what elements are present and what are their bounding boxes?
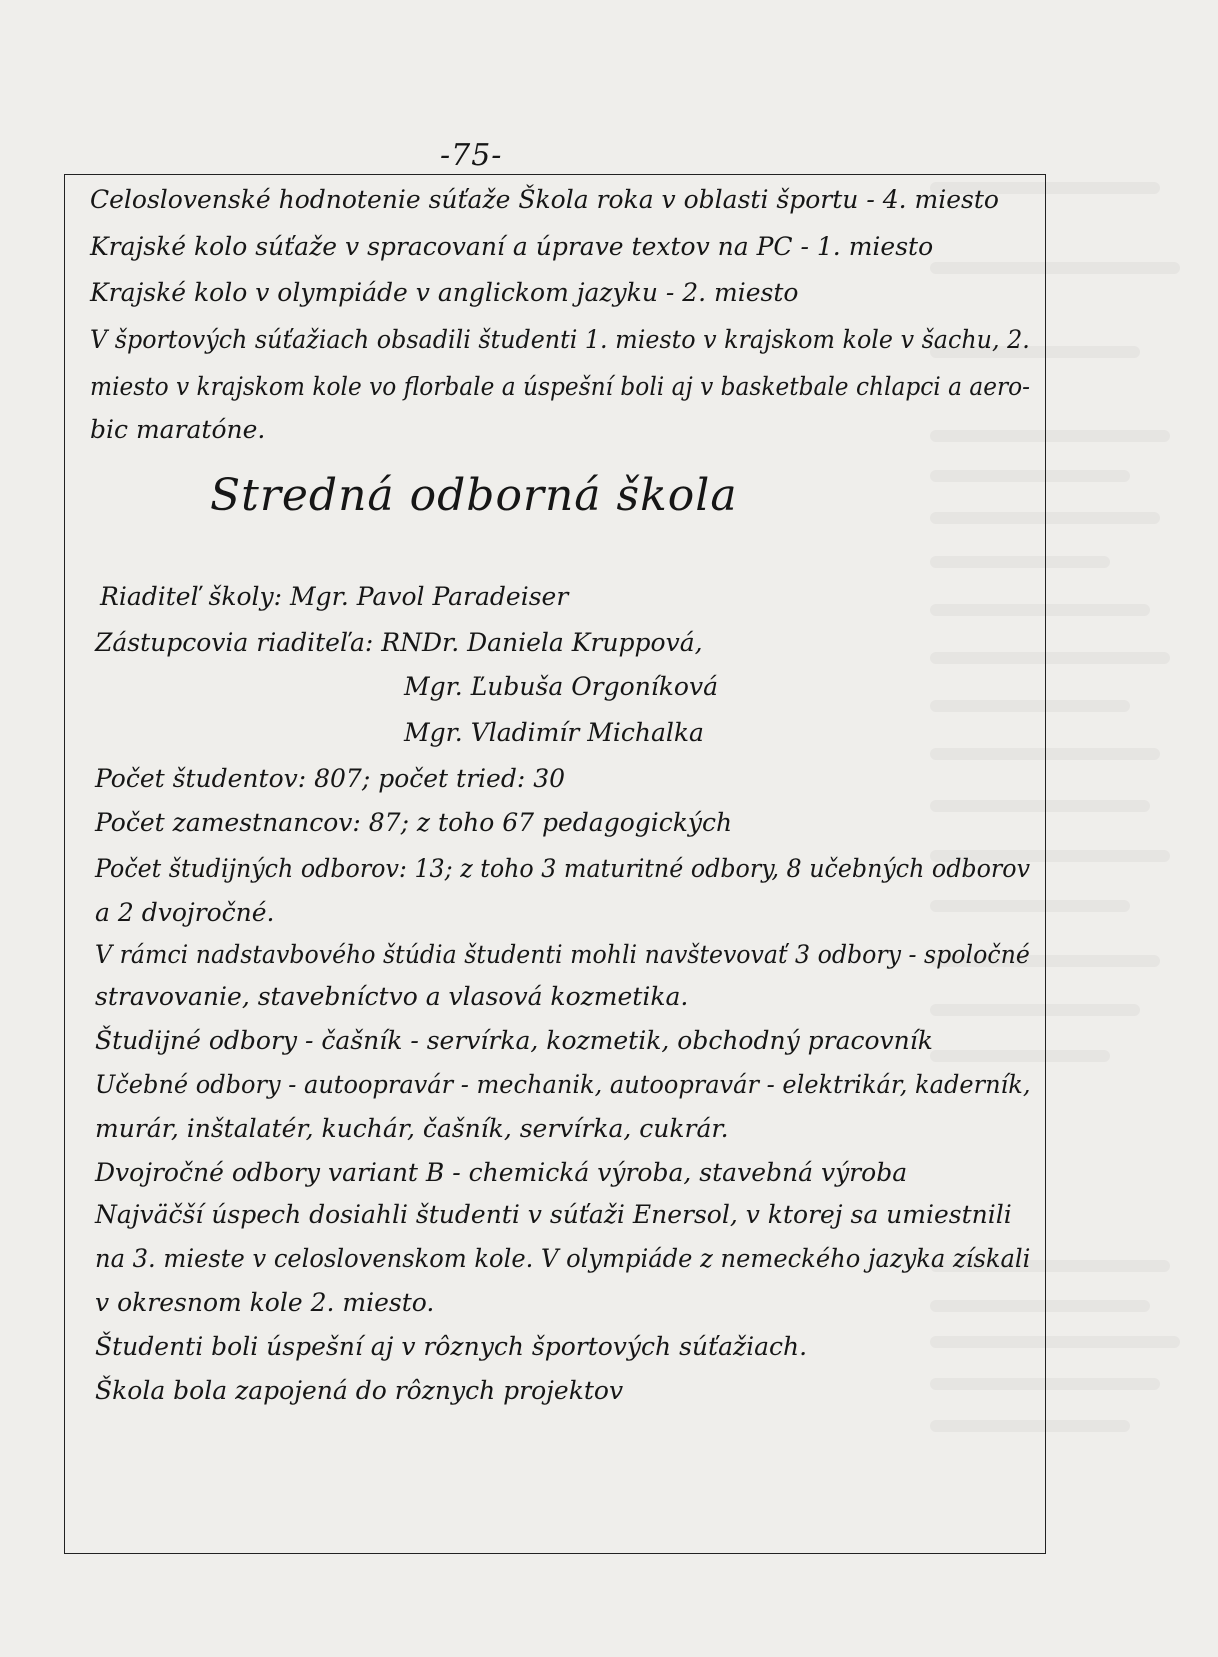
school-line: Študijné odbory - čašník - servírka, kozmetik, obchodný pracovník (95, 1026, 933, 1055)
school-line: Zástupcovia riaditeľa: RNDr. Daniela Kruppová, (95, 628, 703, 657)
achievement-line: miesto v krajskom kole vo florbale a úspešní boli aj v basketbale chlapci a aero- (90, 372, 1031, 401)
school-line: stravovanie, stavebníctvo a vlasová kozmetika. (95, 982, 689, 1011)
achievement-line: bic maratóne. (90, 415, 266, 444)
achievement-line: Celoslovenské hodnotenie súťaže Škola roka v oblasti športu - 4. miesto (90, 185, 999, 214)
school-line: Učebné odbory - autoopravár - mechanik, autoopravár - elektrikár, kaderník, (95, 1070, 1031, 1099)
achievement-line: Krajské kolo v olympiáde v anglickom jazyku - 2. miesto (90, 278, 799, 307)
school-line: Dvojročné odbory variant B - chemická výroba, stavebná výroba (95, 1158, 908, 1187)
school-line: Mgr. Ľubuša Orgoníková (404, 672, 719, 701)
school-line: Počet zamestnancov: 87; z toho 67 pedagogických (95, 808, 733, 837)
school-line: Počet študentov: 807; počet tried: 30 (95, 764, 566, 793)
school-line: Mgr. Vladimír Michalka (404, 718, 704, 747)
achievement-line: Krajské kolo súťaže v spracovaní a úprave textov na PC - 1. miesto (90, 232, 934, 261)
school-line: v okresnom kole 2. miesto. (95, 1288, 435, 1317)
school-line: na 3. mieste v celoslovenskom kole. V olympiáde z nemeckého jazyka získali (95, 1244, 1031, 1273)
school-line: a 2 dvojročné. (95, 898, 275, 927)
school-line: Študenti boli úspešní aj v rôznych športových súťažiach. (95, 1332, 808, 1361)
school-line: Počet študijných odborov: 13; z toho 3 maturitné odbory, 8 učebných odborov (95, 854, 1031, 883)
section-heading: Stredná odborná škola (210, 470, 738, 521)
page-number: -75- (440, 138, 503, 173)
school-line: murár, inštalatér, kuchár, čašník, servírka, cukrár. (95, 1114, 729, 1143)
school-line: Škola bola zapojená do rôznych projektov (95, 1376, 624, 1405)
school-line: Riaditeľ školy: Mgr. Pavol Paradeiser (100, 582, 569, 611)
achievement-line: V športových súťažiach obsadili študenti 1. miesto v krajskom kole v šachu, 2. (90, 325, 1030, 354)
school-line: V rámci nadstavbového štúdia študenti mohli navštevovať 3 odbory - spoločné (95, 940, 1030, 969)
school-line: Najväčší úspech dosiahli študenti v súťaži Enersol, v ktorej sa umiestnili (95, 1200, 1012, 1229)
